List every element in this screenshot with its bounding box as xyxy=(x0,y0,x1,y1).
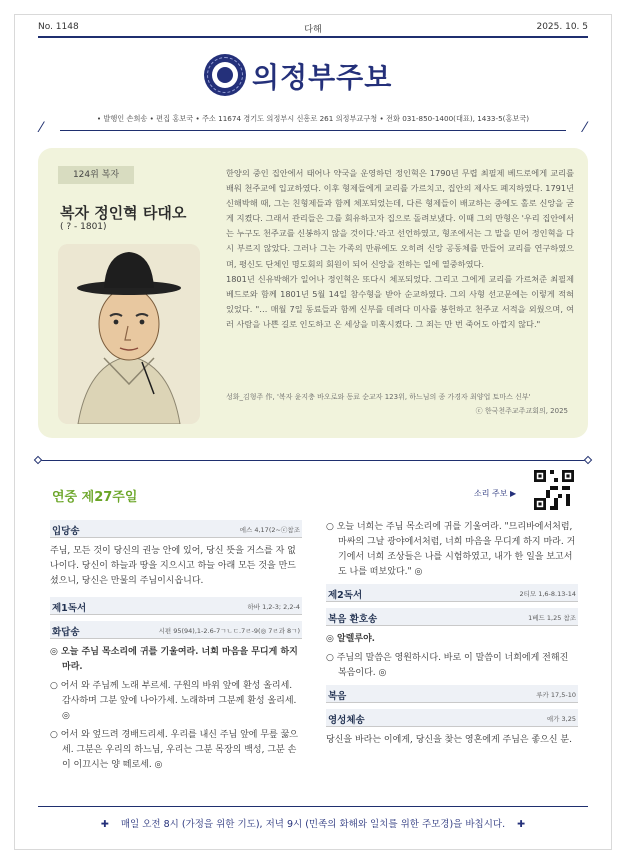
scripture-ref: 1베드 1,25 참조 xyxy=(528,614,576,622)
top-rule xyxy=(38,36,588,38)
saint-portrait xyxy=(58,244,200,424)
cross-icon: ✚ xyxy=(517,819,526,830)
section-title: 영성체송 xyxy=(328,715,365,726)
scripture-ref: 애가 3,25 xyxy=(546,715,576,723)
saint-feature-card xyxy=(38,148,588,438)
scripture-ref: 루카 17,5-10 xyxy=(536,691,576,699)
saint-portrait-drawing xyxy=(58,244,200,424)
first-reading-header xyxy=(50,597,302,615)
biography-paragraph: 한양의 중인 집안에서 태어나 약국을 운영하던 정인혁은 1790년 무렵 최필제 베드로에게 교리를 배워 천주교에 입교하였다. 이후 형제들에게 교리를 가르치고, 집안의 제사도 폐지하였다. 1791년 신해박해 때, 그는 친형제들과 함께 체포되었는데, 다른 형제들이 배교하는 중에도 홀로 신앙을 굳게 지켰다. 그래서 관리들은 그를 회유하고자 집으로 돌려보냈다. 이때 그의 만형은 '우리 집안에서는 누구도 천주교를 신봉하지 않을 것이다.'라고 선언하였고, 형조에서는 그 말을 믿어 정인혁을 다시 부르지 않았다. 그러나 그는 가족의 만류에도 오히려 신앙 공동체를 만들어 교리를 연구하였으며, 평신도 단체인 명도회의 회원이 되어 신앙을 전하는 일에 열중하였다. xyxy=(226,168,574,269)
qr-code-icon[interactable] xyxy=(534,470,574,510)
liturgy-right-column xyxy=(326,520,578,756)
saint-years: ( ? - 1801) xyxy=(60,222,107,232)
cross-icon: ✚ xyxy=(100,819,109,830)
communion-antiphon-text: 당신을 바라는 이에게, 당신을 찾는 영혼에게 주님은 좋으신 분. xyxy=(326,735,572,745)
section-title: 복음 xyxy=(328,691,347,702)
section-title: 화답송 xyxy=(52,627,80,638)
info-rule xyxy=(60,130,566,131)
psalm-header xyxy=(50,621,302,639)
alleluia-verse: ○ 주님의 말씀은 영원하시다. 바로 이 말씀이 너희에게 전해진 복음이다. ◎ xyxy=(326,653,569,678)
bottom-rule xyxy=(38,806,588,807)
liturgical-year: 다해 xyxy=(304,25,322,35)
issue-date: 2025. 10. 5 xyxy=(536,22,588,32)
liturgy-left-column xyxy=(50,520,302,777)
alleluia-response: ◎ 알렐루야. xyxy=(326,634,375,644)
entrance-antiphon-header xyxy=(50,520,302,538)
sunday-title: 연중 제27주일 xyxy=(52,490,138,505)
section-title: 입당송 xyxy=(52,526,80,537)
scripture-ref: 하바 1,2-3; 2,2-4 xyxy=(247,603,300,611)
section-title: 복음 환호송 xyxy=(328,614,378,625)
section-title: 제1독서 xyxy=(52,603,87,614)
section-title: 제2독서 xyxy=(328,590,363,601)
saint-name: 복자 정인혁 타대오 xyxy=(60,204,187,222)
scripture-ref: 에스 4,17(2~ⓒ참조 xyxy=(239,526,300,534)
psalm-verse: ○ 어서 와 주님께 노래 부르세. 구원의 바위 앞에 환성 올리세. 감사하며 그분 앞에 나아가세. 노래하며 그분께 환성 올리세. ◎ xyxy=(50,681,297,721)
painting-caption: 성화_김형주 作, '복자 윤지충 바오로와 동료 순교자 123위, 하느님의 종 가경자 최양업 토마스 신부' xyxy=(226,393,531,401)
audio-bulletin-link[interactable]: 소리 주보 ▶ xyxy=(474,489,517,498)
copyright-caption: ⓒ 한국천주교주교회의, 2025 xyxy=(475,407,568,415)
scripture-ref: 2티모 1,6-8.13-14 xyxy=(519,590,576,598)
gospel-header xyxy=(326,685,578,703)
saint-tag: 124위 복자 xyxy=(58,166,134,184)
issue-number: No. 1148 xyxy=(38,22,79,32)
rule-ornament-right: ⁄ xyxy=(583,120,586,136)
publisher-info: • 발행인 손희송 • 편집 홍보국 • 주소 11674 경기도 의정부시 신흥로 261 의정부교구청 • 전화 031-850-1400(대표), 1433-5(홍보국) xyxy=(96,114,530,123)
entrance-antiphon-text: 주님, 모든 것이 당신의 권능 안에 있어, 당신 뜻을 거스를 자 없나이다. 당신이 하늘과 땅을 지으시고 하늘 아래 모든 것을 만드셨으니, 당신은 만물의 주님이시옵니다. xyxy=(50,546,296,586)
top-bar xyxy=(38,20,588,36)
prayer-notice: 매일 오전 8시 (가정을 위한 기도), 저녁 9시 (민족의 화해와 일치를 위한 주모경)을 바칩시다. xyxy=(120,819,506,830)
second-reading-header xyxy=(326,584,578,602)
biography-paragraph: 1801년 신유박해가 일어나 정인혁은 또다시 체포되었다. 그리고 그에게 교리를 가르쳐준 최필제 베드로와 함께 1801년 5월 14일 참수형을 받아 순교하였다. 그의 사형 선고문에는 이렇게 적혀 있었다. "… 매월 7일 동료들과 함께 신부를 데려다 미사를 봉헌하고 천주교 서적을 외웠으며, 여러 사람을 나쁜 길로 인도하고 온 세상을 미혹시켰다. 그 죄는 만 번 죽어도 아깝지 않다." xyxy=(226,273,574,329)
psalm-response: ◎ 오늘 주님 목소리에 귀를 기울여라. 너희 마음을 무디게 하지 마라. xyxy=(50,647,298,672)
prayer-footer xyxy=(38,816,588,830)
alleluia-header xyxy=(326,608,578,626)
scripture-ref: 시편 95(94),1-2.6-7ㄱㄴㄷ.7ㄹ-9(◎ 7ㄹ과 8ㄱ) xyxy=(158,627,300,635)
communion-antiphon-header xyxy=(326,709,578,727)
psalm-verse: ○ 오늘 너희는 주님 목소리에 귀를 기울여라. "므리바에서처럼, 마싸의 그날 광야에서처럼, 너희 마음을 무디게 하지 마라. 거기에서 너희 조상들은 나를 시험하였고, 내가 한 일을 보고서도 나를 떠보았다." ◎ xyxy=(326,522,576,577)
diocese-seal-icon xyxy=(204,54,246,96)
saint-biography xyxy=(226,166,574,332)
section-rule xyxy=(38,460,588,461)
psalm-verse: ○ 어서 와 엎드려 경배드리세. 우리를 내신 주님 앞에 무릎 꿇으세. 그분은 우리의 하느님, 우리는 그분 목장의 백성, 그분 손이 이끄시는 양 떼로세. ◎ xyxy=(50,730,298,770)
masthead xyxy=(0,52,626,96)
bulletin-title: 의정부주보 xyxy=(252,61,393,94)
rule-ornament-left: ⁄ xyxy=(40,120,43,136)
